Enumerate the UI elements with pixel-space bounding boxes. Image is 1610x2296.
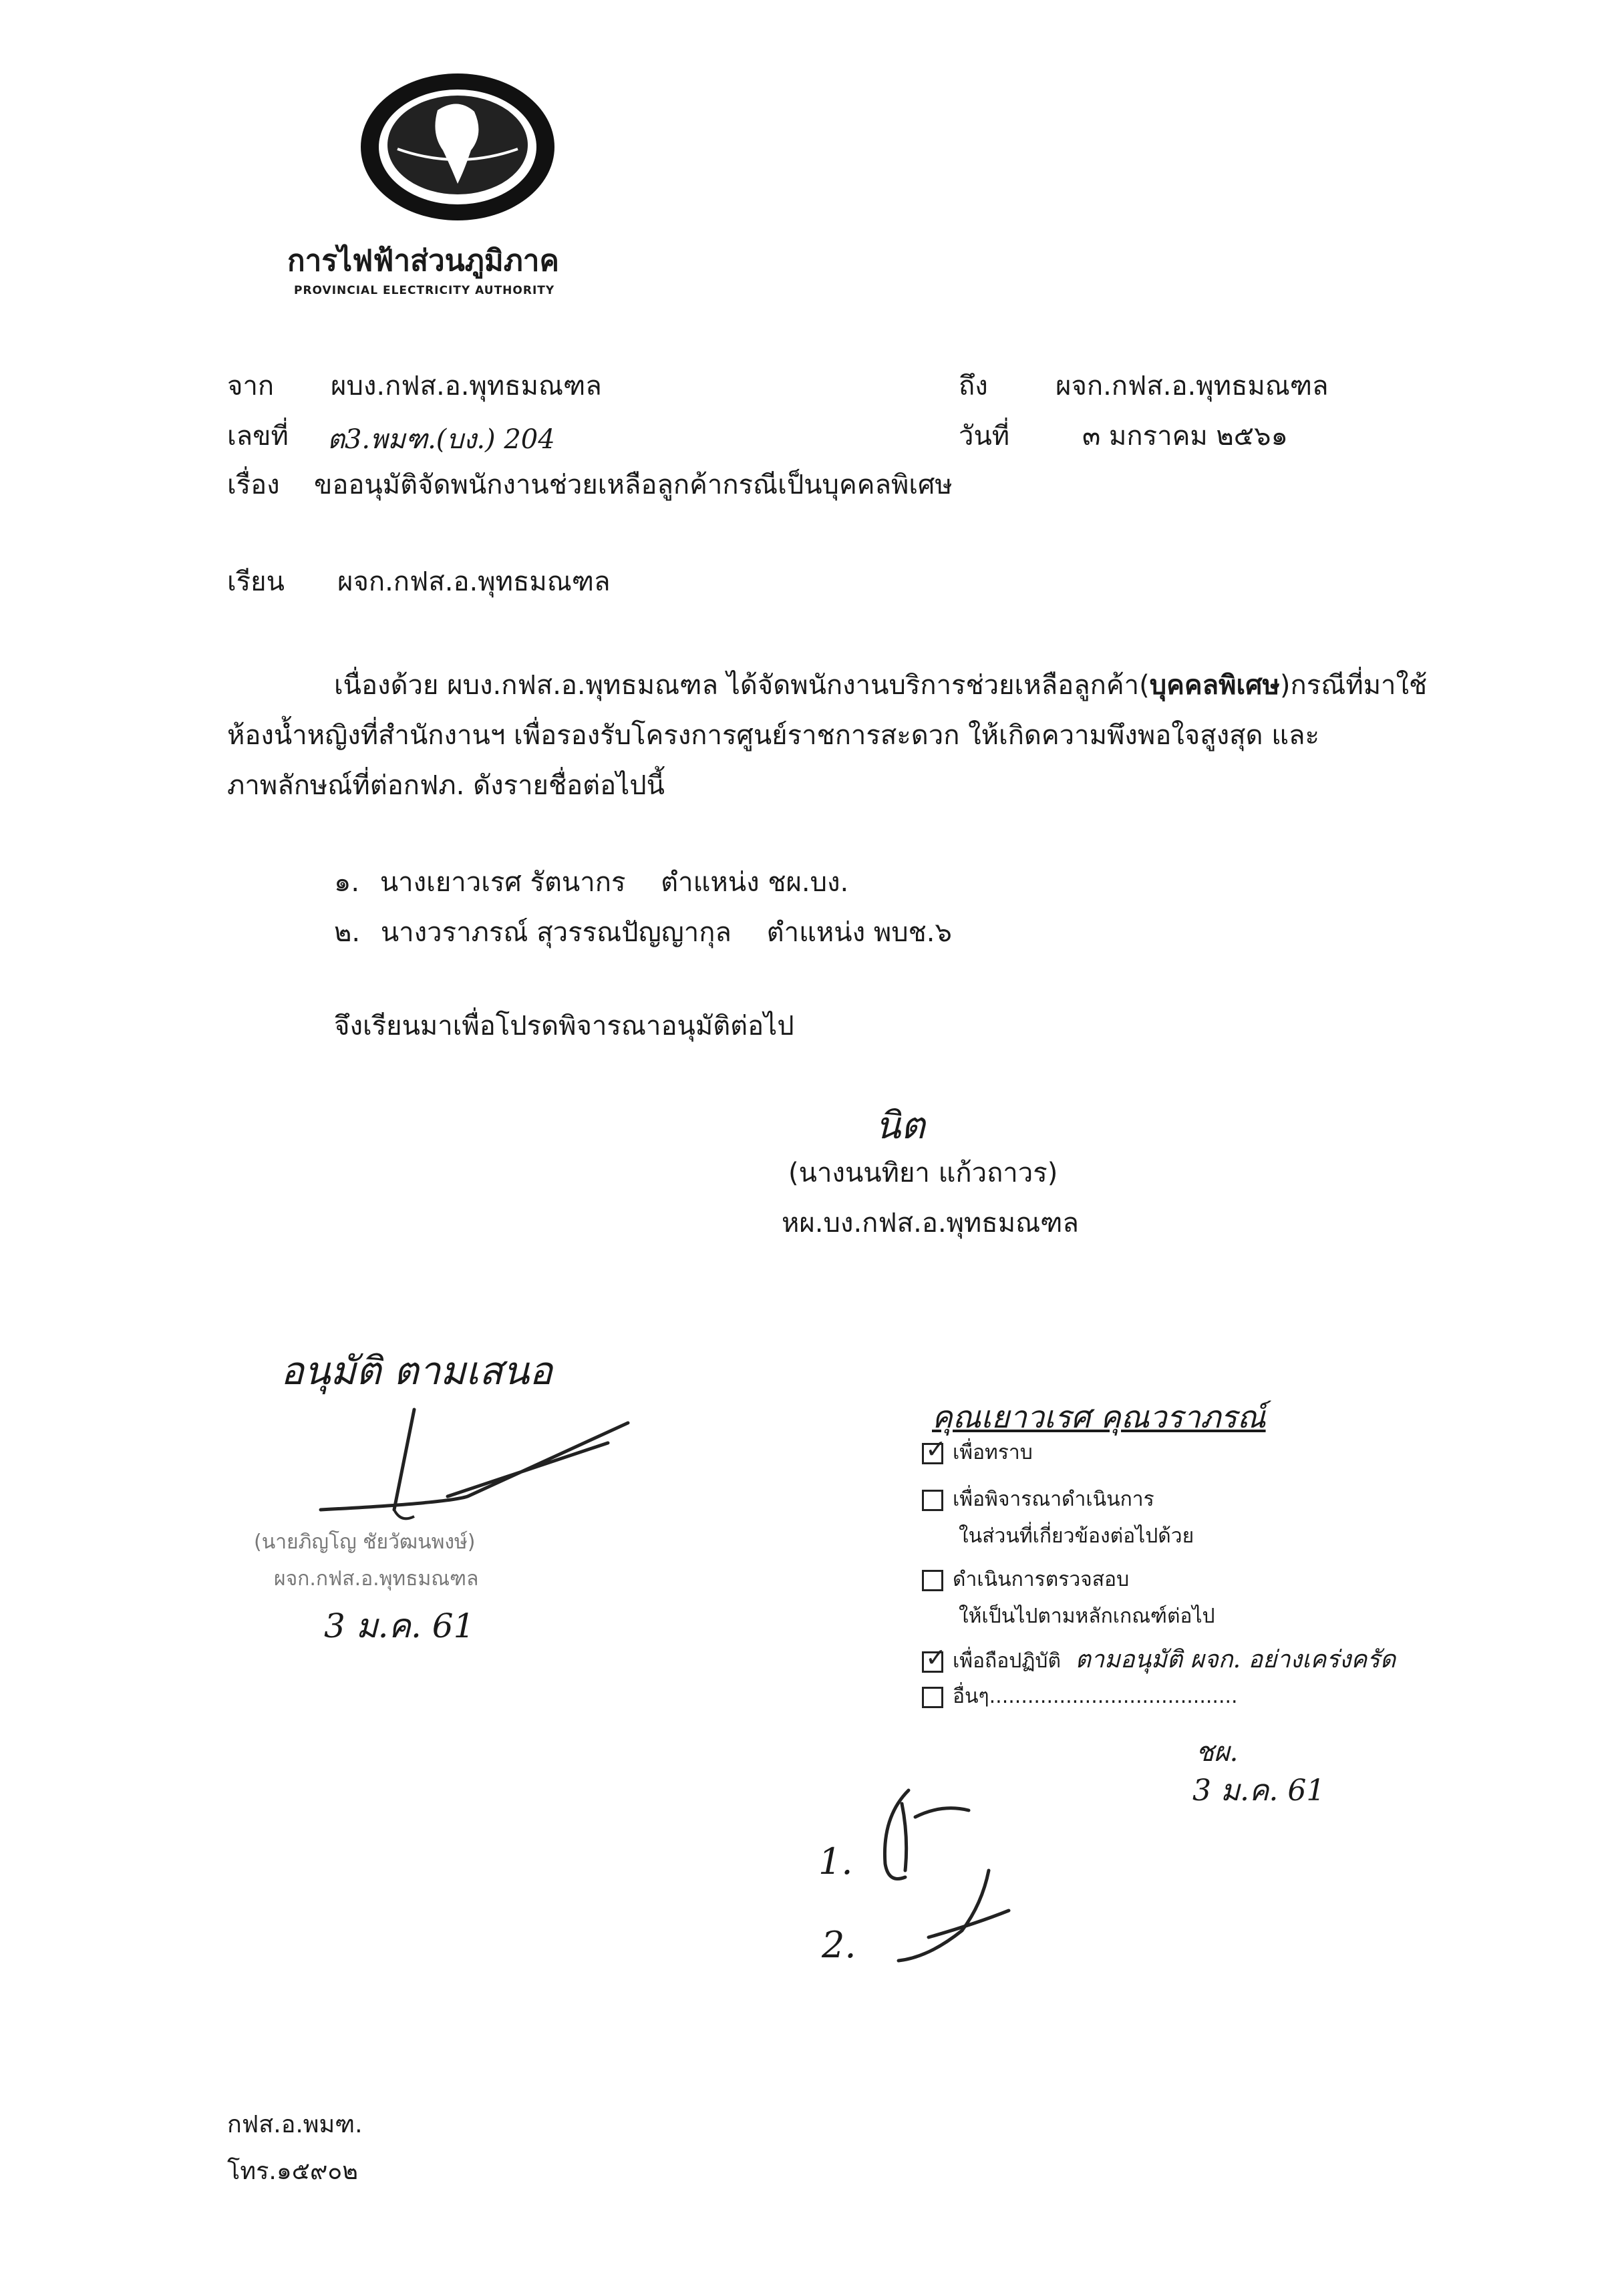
subject-label: เรื่อง bbox=[227, 470, 280, 500]
body-line-1 bbox=[334, 668, 1427, 703]
routing-option-label: เพื่อถือปฏิบัติ bbox=[953, 1649, 1061, 1673]
date-label: วันที่ bbox=[959, 421, 1010, 452]
checkbox-checked[interactable] bbox=[922, 1443, 943, 1464]
footer-phone: โทร.๑๕๙๐๒ bbox=[227, 2158, 359, 2185]
body-line-1-pre: เนื่องด้วย ผบง.กฟส.อ.พุทธมณฑล ได้จัดพนักงานบริการช่วยเหลือลูกค้า( bbox=[334, 670, 1150, 701]
routing-recipients: คุณเยาวเรศ คุณวราภรณ์ bbox=[932, 1399, 1266, 1435]
routing-option-label: ดำเนินการตรวจสอบ bbox=[953, 1568, 1130, 1591]
approval-handwriting: อนุมัติ ตามเสนอ bbox=[281, 1348, 552, 1393]
signer-title: หผ.บง.กฟส.อ.พุทธมณฑล bbox=[782, 1208, 1079, 1239]
item-number: ๒. bbox=[334, 917, 361, 948]
from-value: ผบง.กฟส.อ.พุทธมณฑล bbox=[331, 371, 602, 401]
ack-number-1: 1. bbox=[818, 1840, 853, 1882]
routing-option: ให้เป็นไปตามหลักเกณฑ์ต่อไป bbox=[959, 1605, 1215, 1628]
routing-option bbox=[922, 1567, 1129, 1593]
footer-office: กฟส.อ.พมฑ. bbox=[227, 2111, 363, 2138]
body-line-1-bold: บุคคลพิเศษ bbox=[1149, 670, 1280, 701]
approver-signature-icon bbox=[314, 1403, 635, 1536]
approval-date: 3 ม.ค. 61 bbox=[324, 1607, 475, 1645]
dear-label: เรียน bbox=[227, 566, 285, 597]
routing-option-label: เพื่อพิจารณาดำเนินการ bbox=[953, 1488, 1154, 1511]
number-label: เลขที่ bbox=[227, 421, 289, 452]
item-position: ตำแหน่ง ชผ.บง. bbox=[661, 867, 849, 898]
body-line-1-post: )กรณีที่มาใช้ bbox=[1279, 670, 1428, 701]
from-label: จาก bbox=[227, 371, 275, 401]
signer-name: (นางนนทิยา แก้วถาวร) bbox=[788, 1158, 1058, 1188]
checkbox[interactable] bbox=[922, 1490, 943, 1511]
routing-initials: ชผ. bbox=[1196, 1737, 1239, 1768]
to-value: ผจก.กฟส.อ.พุทธมณฑล bbox=[1056, 371, 1329, 401]
number-value: ต3.พมฑ.(บง.) 204 bbox=[327, 424, 555, 455]
item-name: นางเยาวเรศ รัตนากร bbox=[379, 867, 626, 898]
body-line-3: ภาพลักษณ์ที่ต่อกฟภ. ดังรายชื่อต่อไปนี้ bbox=[227, 770, 665, 801]
routing-option bbox=[922, 1486, 1154, 1513]
body-line-2: ห้องน้ำหญิงที่สำนักงานฯ เพื่อรองรับโครงการศูนย์ราชการสะดวก ให้เกิดความพึงพอใจสูงสุด และ bbox=[227, 720, 1320, 751]
dear-value: ผจก.กฟส.อ.พุทธมณฑล bbox=[337, 566, 611, 597]
signature-scribble: นิต bbox=[875, 1104, 925, 1148]
routing-option bbox=[922, 1440, 1033, 1466]
pea-logo bbox=[357, 70, 558, 224]
checkbox[interactable] bbox=[922, 1570, 943, 1591]
routing-date: 3 ม.ค. 61 bbox=[1192, 1774, 1325, 1808]
ack-signature-2-icon bbox=[889, 1864, 1022, 1971]
list-item bbox=[334, 865, 848, 900]
ack-number-2: 2. bbox=[822, 1924, 856, 1966]
routing-option-label: เพื่อทราบ bbox=[953, 1441, 1033, 1464]
approver-title: ผจก.กฟส.อ.พุทธมณฑล bbox=[274, 1567, 479, 1591]
item-number: ๑. bbox=[334, 867, 360, 898]
subject-value: ขออนุมัติจัดพนักงานช่วยเหลือลูกค้ากรณีเป็นบุคคลพิเศษ bbox=[314, 470, 953, 500]
closing-line: จึงเรียนมาเพื่อโปรดพิจารณาอนุมัติต่อไป bbox=[334, 1011, 794, 1041]
item-position: ตำแหน่ง พบช.๖ bbox=[766, 917, 952, 948]
org-name-th: การไฟฟ้าส่วนภูมิภาค bbox=[287, 244, 559, 278]
date-value: ๓ มกราคม ๒๕๖๑ bbox=[1082, 421, 1288, 452]
routing-option bbox=[922, 1647, 1396, 1675]
checkbox[interactable] bbox=[922, 1687, 943, 1708]
checkbox-checked[interactable] bbox=[922, 1651, 943, 1673]
pea-seal-icon bbox=[357, 70, 558, 224]
item-name: นางวราภรณ์ สุวรรณปัญญากุล bbox=[380, 917, 732, 948]
to-label: ถึง bbox=[959, 371, 988, 401]
approver-name: (นายภิญโญ ชัยวัฒนพงษ์) bbox=[254, 1530, 476, 1554]
routing-option: ในส่วนที่เกี่ยวข้องต่อไปด้วย bbox=[959, 1524, 1194, 1548]
org-name-en: PROVINCIAL ELECTRICITY AUTHORITY bbox=[294, 284, 555, 297]
routing-option-label: อื่นๆ....................................... bbox=[953, 1685, 1238, 1708]
routing-note: ตามอนุมัติ ผจก. อย่างเคร่งครัด bbox=[1075, 1646, 1396, 1673]
list-item bbox=[334, 915, 952, 950]
routing-option bbox=[922, 1683, 1238, 1710]
